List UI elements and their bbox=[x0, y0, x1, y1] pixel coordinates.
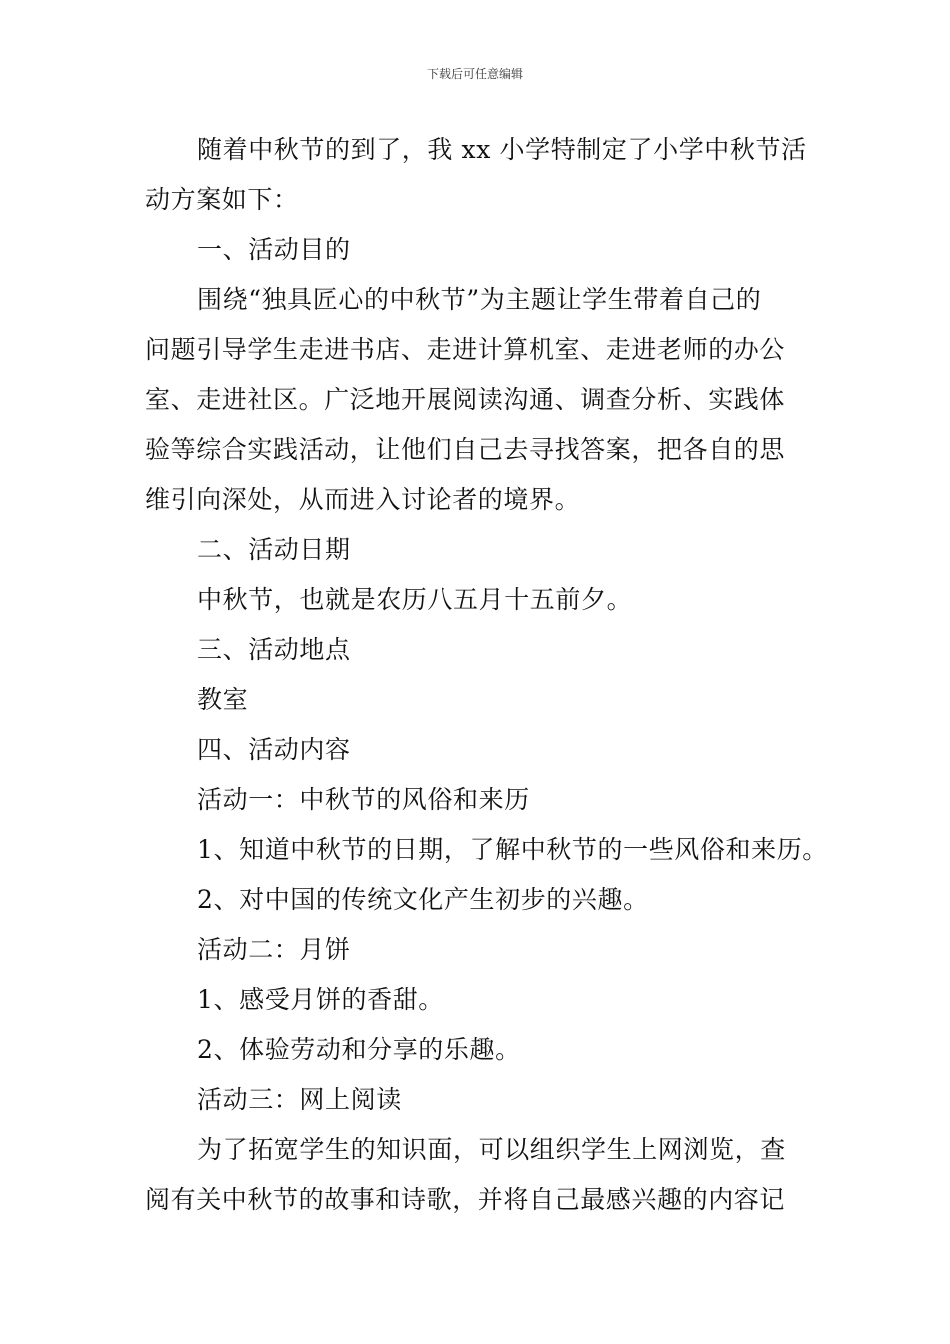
document-body bbox=[145, 125, 828, 1225]
section-heading: 四、活动内容 bbox=[197, 735, 351, 764]
list-item: 1、知道中秋节的日期，了解中秋节的一些风俗和来历。 bbox=[197, 835, 828, 864]
subsection-heading: 活动一：中秋节的风俗和来历 bbox=[197, 785, 530, 814]
body-line: 动方案如下： bbox=[145, 185, 299, 214]
list-item: 2、体验劳动和分享的乐趣。 bbox=[197, 1035, 521, 1064]
body-line: 室、走进社区。广泛地开展阅读沟通、调查分析、实践体 bbox=[145, 385, 786, 414]
section-heading: 三、活动地点 bbox=[197, 635, 351, 664]
list-item: 1、感受月饼的香甜。 bbox=[197, 985, 444, 1014]
page-header-note: 下载后可任意编辑 bbox=[426, 67, 523, 81]
body-line: 维引向深处，从而进入讨论者的境界。 bbox=[145, 485, 581, 514]
subsection-heading: 活动三：网上阅读 bbox=[197, 1085, 402, 1114]
body-line: 教室 bbox=[197, 685, 249, 714]
list-item: 2、对中国的传统文化产生初步的兴趣。 bbox=[197, 885, 649, 914]
body-line: 随着中秋节的到了，我 xx 小学特制定了小学中秋节活 bbox=[197, 135, 807, 164]
body-line: 问题引导学生走进书店、走进计算机室、走进老师的办公 bbox=[145, 335, 786, 364]
section-heading: 一、活动目的 bbox=[197, 235, 351, 264]
body-line: 围绕“独具匠心的中秋节”为主题让学生带着自己的 bbox=[197, 285, 762, 314]
body-line: 为了拓宽学生的知识面，可以组织学生上网浏览，查 bbox=[197, 1135, 786, 1164]
body-line: 验等综合实践活动，让他们自己去寻找答案，把各自的思 bbox=[145, 435, 786, 464]
section-heading: 二、活动日期 bbox=[197, 535, 351, 564]
body-line: 中秋节，也就是农历八五月十五前夕。 bbox=[197, 585, 633, 614]
body-line: 阅有关中秋节的故事和诗歌，并将自己最感兴趣的内容记 bbox=[145, 1185, 786, 1214]
subsection-heading: 活动二：月饼 bbox=[197, 935, 351, 964]
